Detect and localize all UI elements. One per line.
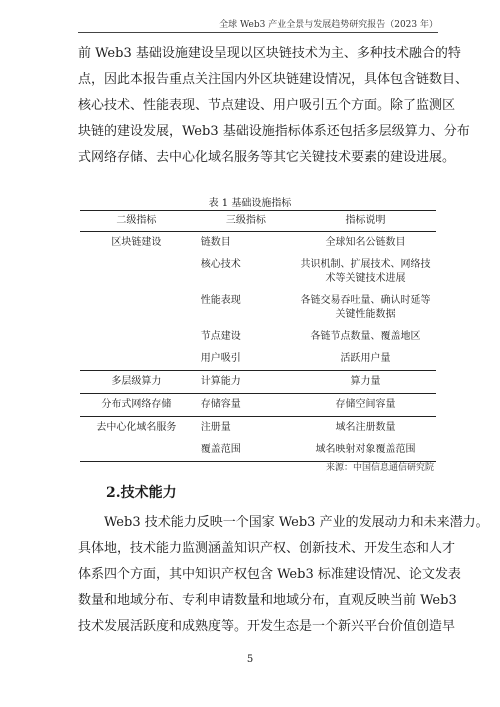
infrastructure-indicator-table — [80, 210, 436, 462]
cell-level3: 存储容量 — [193, 394, 295, 417]
cell-description: 算力量 — [295, 371, 436, 394]
paragraph-line: 具体地，技术能力监测涵盖知识产权、创新技术、开发生态和人才 — [78, 541, 456, 556]
paragraph-line: 前 Web3 基础设施建设呈现以区块链技术为主、多种技术融合的特 — [78, 46, 461, 61]
cell-level2: 多层级算力 — [80, 371, 193, 394]
header-description: 指标说明 — [295, 211, 436, 232]
page-number: 5 — [246, 654, 254, 665]
cell-level3: 覆盖范围 — [193, 439, 295, 462]
table-row — [80, 290, 436, 326]
cell-level3: 用户吸引 — [193, 348, 295, 371]
cell-level2 — [80, 254, 193, 290]
table-row — [80, 417, 436, 440]
paragraph-line: 体系四个方面，其中知识产权包含 Web3 标准建设情况、论文发表 — [78, 567, 461, 582]
table-header-row — [80, 211, 436, 232]
cell-level2 — [80, 348, 193, 371]
cell-description: 各链节点数量、覆盖地区 — [310, 331, 421, 342]
cell-level3: 计算能力 — [193, 371, 295, 394]
cell-description: 域名映射对象覆盖范围 — [295, 439, 436, 462]
paragraph-line: 块链的建设发展，Web3 基础设施指标体系还包括多层级算力、分布 — [78, 124, 470, 139]
table-caption: 表 1 基础设施指标 — [208, 198, 292, 209]
header-rule — [78, 32, 438, 33]
paragraph-line: 技术发展活跃度和成熟度等。开发生态是一个新兴平台价值创造早 — [78, 619, 456, 634]
cell-description: 全球知名公链数目 — [325, 237, 406, 248]
table-row — [80, 371, 436, 394]
paragraph-line: 式网络存储、去中心化域名服务等其它关键技术要素的建设进展。 — [78, 150, 456, 165]
table-row — [80, 232, 436, 255]
paragraph-line: Web3 技术能力反映一个国家 Web3 产业的发展动力和未来潜力。 — [78, 515, 489, 530]
cell-level2: 区块链建设 — [111, 237, 162, 248]
cell-level3: 性能表现 — [200, 295, 241, 306]
cell-level3: 核心技术 — [200, 259, 241, 270]
cell-description: 存储空间容量 — [295, 394, 436, 417]
header-level3: 三级指标 — [193, 211, 295, 232]
cell-level3: 注册量 — [200, 422, 231, 433]
cell-level2: 去中心化域名服务 — [96, 422, 177, 433]
paragraph-line: 点，因此本报告重点关注国内外区块链建设情况，具体包含链数目、 — [78, 72, 469, 87]
header-level2: 二级指标 — [80, 211, 193, 232]
paragraph-line: 数量和地域分布、专利申请数量和地域分布，直观反映当前 Web3 — [78, 593, 457, 608]
tech-capability-paragraph — [78, 510, 489, 640]
table-row — [80, 439, 436, 462]
paragraph-line: 核心技术、性能表现、节点建设、用户吸引五个方面。除了监测区 — [78, 98, 456, 113]
cell-description: 活跃用户量 — [295, 348, 436, 371]
cell-level3: 链数目 — [200, 237, 231, 248]
cell-level2: 分布式网络存储 — [80, 394, 193, 417]
cell-description: 域名注册数量 — [335, 422, 396, 433]
table-row — [80, 254, 436, 290]
intro-paragraph — [78, 41, 470, 171]
cell-level3: 节点建设 — [200, 331, 241, 342]
running-header: 全球 Web3 产业全景与发展趋势研究报告（2023 年） — [219, 20, 438, 30]
table-row — [80, 394, 436, 417]
cell-level2 — [80, 326, 193, 348]
cell-description: 各链交易吞吐量、确认时延等关键性能数据 — [300, 295, 431, 320]
cell-description: 共识机制、扩展技术、网络技术等关键技术进展 — [300, 259, 431, 284]
table-row — [80, 348, 436, 371]
cell-level2 — [80, 290, 193, 326]
section-title: 2.技术能力 — [106, 485, 177, 501]
cell-level2 — [80, 439, 193, 462]
table-row — [80, 326, 436, 348]
table-source: 来源：中国信息通信研究院 — [325, 463, 434, 473]
